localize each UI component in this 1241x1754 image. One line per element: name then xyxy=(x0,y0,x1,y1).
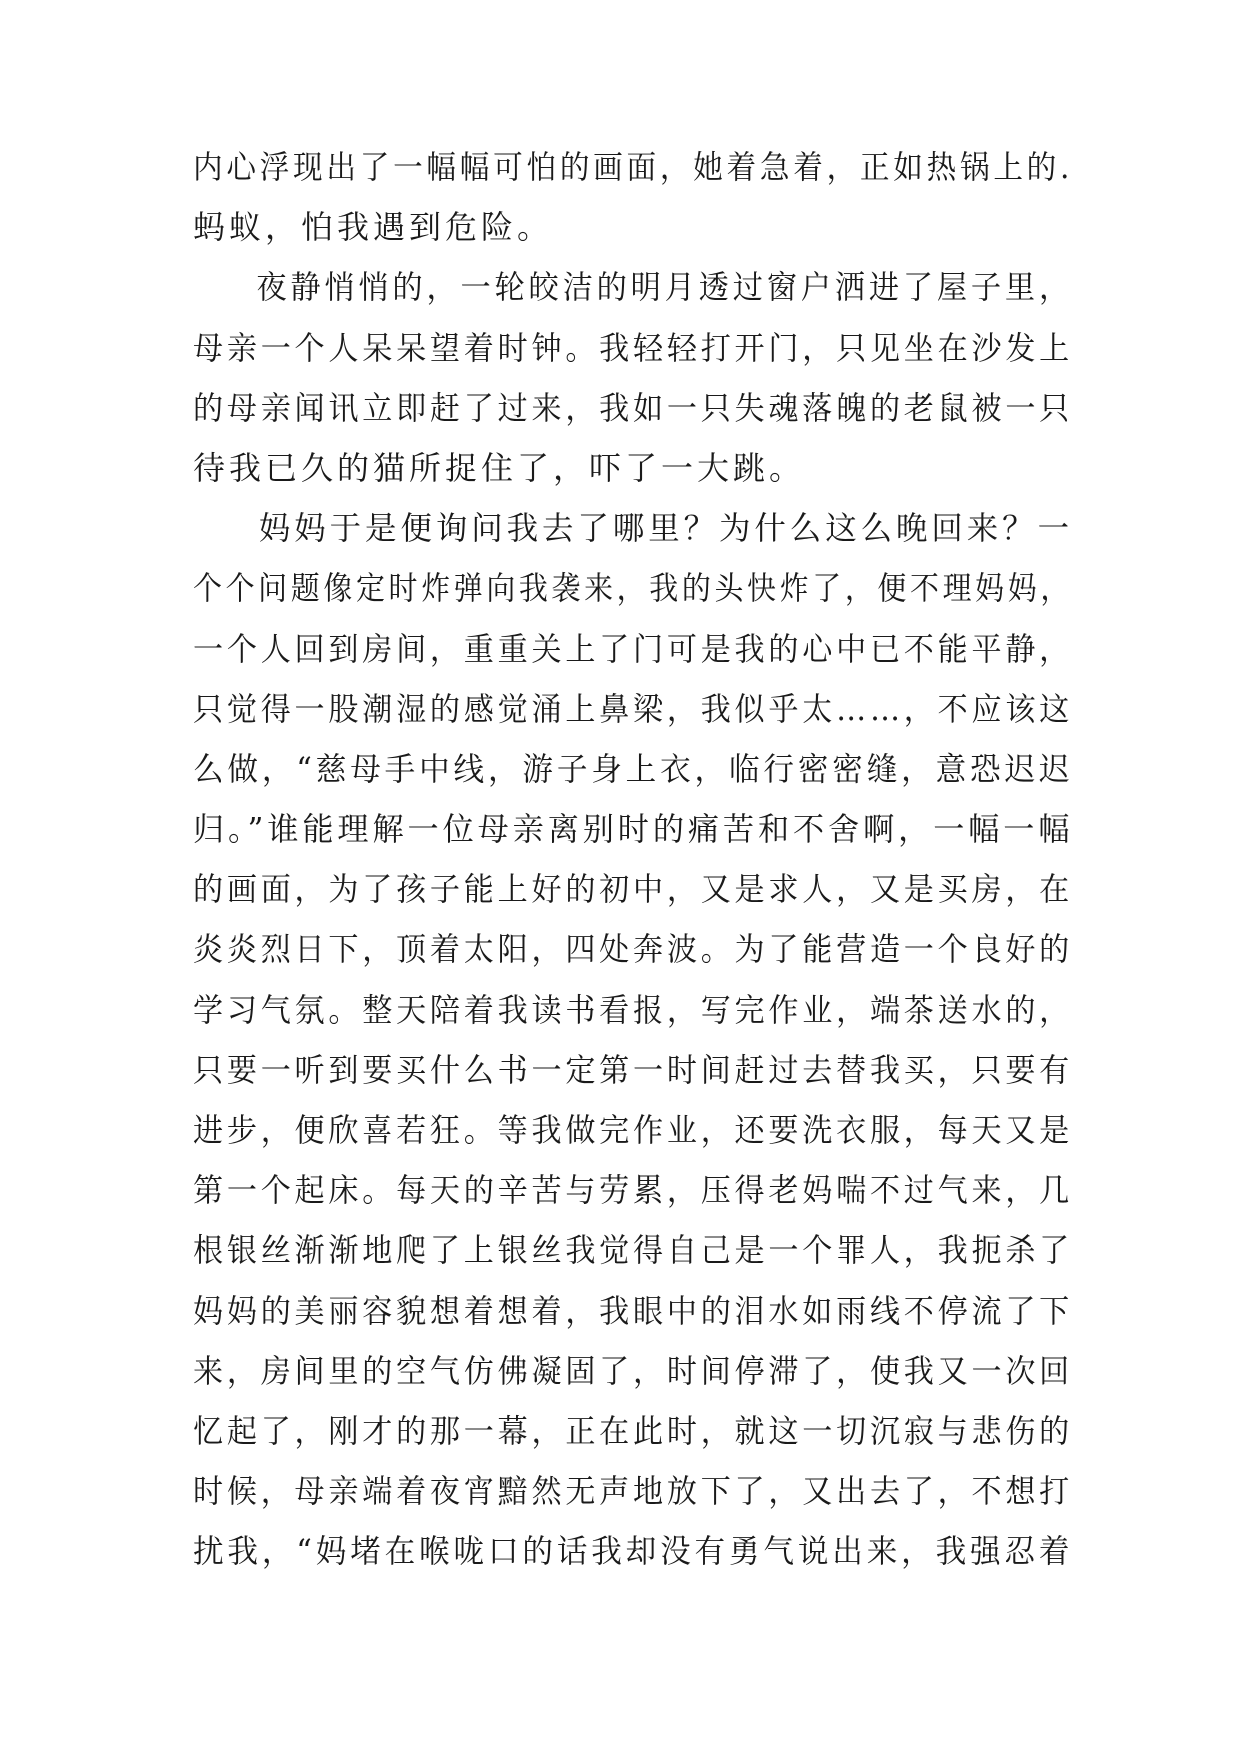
text-line: 扰我，“妈堵在喉咙口的话我却没有勇气说出来，我强忍着 xyxy=(193,1532,1074,1571)
paragraph-first-line: 妈妈于是便询问我去了哪里？为什么这么晚回来？一 xyxy=(258,509,1073,548)
text-line: 根银丝渐渐地爬了上银丝我觉得自己是一个罪人，我扼杀了 xyxy=(193,1231,1074,1270)
text-line: 第一个起床。每天的辛苦与劳累，压得老妈喘不过气来，几 xyxy=(193,1171,1074,1210)
text-line: 学习气氛。整天陪着我读书看报，写完作业，端茶送水的， xyxy=(193,990,1074,1029)
text-line: 一个人回到房间，重重关上了门可是我的心中已不能平静， xyxy=(193,629,1074,668)
text-line: 时候，母亲端着夜宵黯然无声地放下了，又出去了，不想打 xyxy=(193,1472,1074,1511)
text-line: 妈妈的美丽容貌想着想着，我眼中的泪水如雨线不停流了下 xyxy=(193,1291,1074,1330)
text-line: 归。”谁能理解一位母亲离别时的痛苦和不舍啊，一幅一幅 xyxy=(193,810,1074,849)
text-line: 个个问题像定时炸弹向我袭来，我的头快炸了，便不理妈妈， xyxy=(193,569,1073,608)
text-line: 进步，便欣喜若狂。等我做完作业，还要洗衣服，每天又是 xyxy=(193,1111,1074,1149)
text-line: 蚂蚁，怕我遇到危险。 xyxy=(193,208,554,247)
text-line: 待我已久的猫所捉住了，吓了一大跳。 xyxy=(193,448,806,487)
body-text xyxy=(193,137,1073,1582)
paragraph-first-line: 夜静悄悄的，一轮皎洁的明月透过窗户洒进了屋子里， xyxy=(256,268,1073,307)
text-line: 母亲一个人呆呆望着时钟。我轻轻打开门，只见坐在沙发上 xyxy=(193,328,1074,367)
text-line: 内心浮现出了一幅幅可怕的画面，她着急着，正如热锅上的. xyxy=(193,148,1074,186)
text-line: 只觉得一股潮湿的感觉涌上鼻梁，我似乎太……，不应该这 xyxy=(193,689,1074,728)
text-line: 炎炎烈日下，顶着太阳，四处奔波。为了能营造一个良好的 xyxy=(193,930,1074,969)
text-line: 忆起了，刚才的那一幕，正在此时，就这一切沉寂与悲伤的 xyxy=(193,1411,1074,1450)
text-line: 只要一听到要买什么书一定第一时间赶过去替我买，只要有 xyxy=(193,1050,1074,1089)
text-line: 来，房间里的空气仿佛凝固了，时间停滞了，使我又一次回 xyxy=(193,1351,1074,1390)
text-line: 么做，“慈母手中线，游子身上衣，临行密密缝，意恐迟迟 xyxy=(193,749,1074,788)
text-line: 的画面，为了孩子能上好的初中，又是求人，又是买房，在 xyxy=(193,870,1074,909)
text-line: 的母亲闻讯立即赶了过来，我如一只失魂落魄的老鼠被一只 xyxy=(193,388,1074,427)
